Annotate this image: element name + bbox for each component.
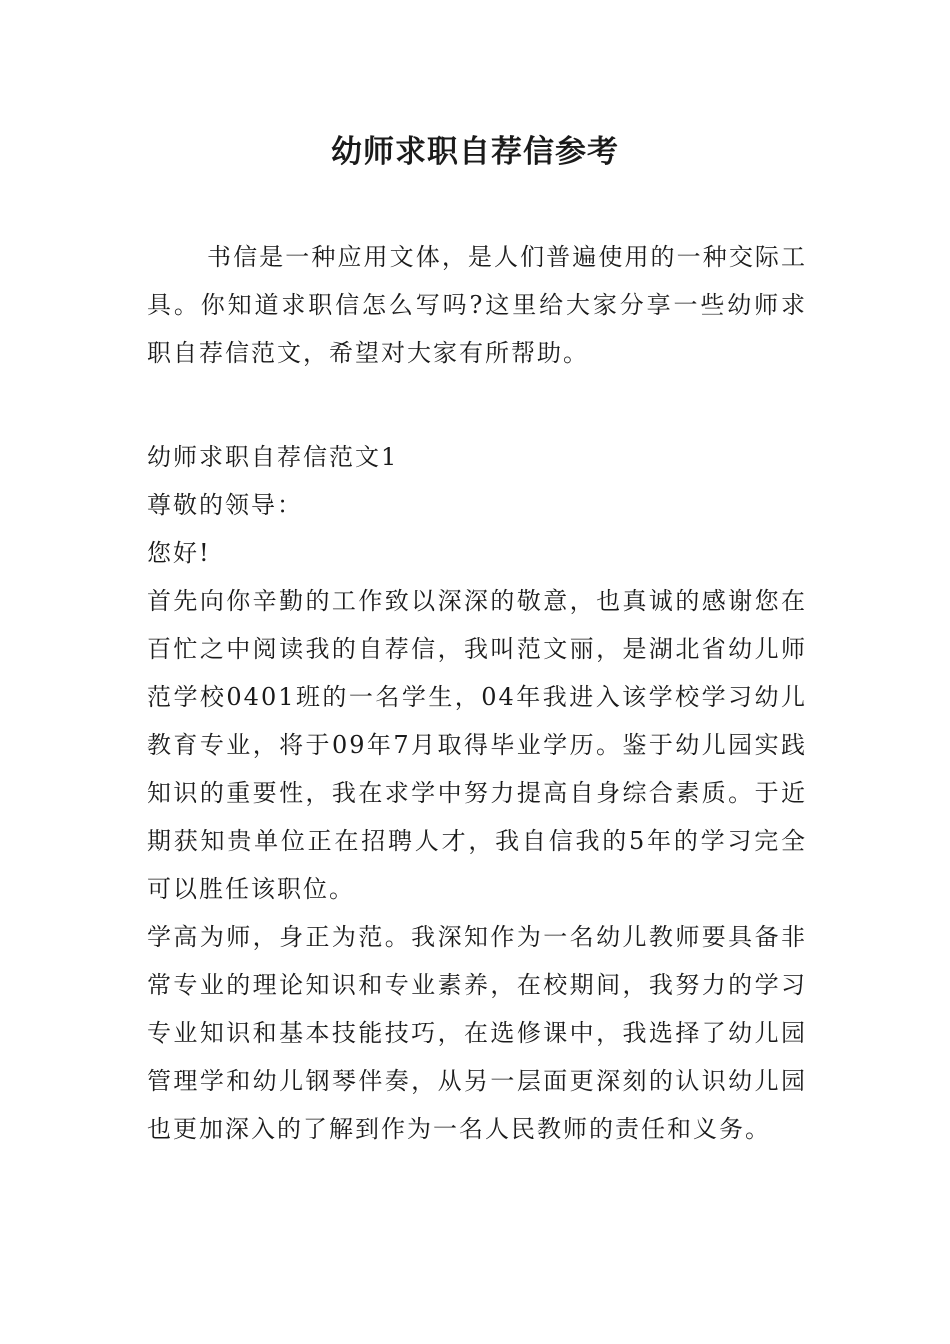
intro-paragraph: 书信是一种应用文体，是人们普遍使用的一种交际工具。你知道求职信怎么写吗?这里给大家分享一些幼师求职自荐信范文，希望对大家有所帮助。 <box>147 243 807 367</box>
greeting: 您好! <box>147 539 211 567</box>
document-title: 幼师求职自荐信参考 <box>331 134 619 170</box>
letter-body <box>147 433 807 1153</box>
body-paragraph: 首先向你辛勤的工作致以深深的敬意，也真诚的感谢您在百忙之中阅读我的自荐信，我叫范文丽，是湖北省幼儿师范学校0401班的一名学生，04年我进入该学校学习幼儿教育专业，将于09年7月取得毕业学历。鉴于幼儿园实践知识的重要性，我在求学中努力提高自身综合素质。于近期获知贵单位正在招聘人才，我自信我的5年的学习完全可以胜任该职位。 <box>147 587 807 903</box>
section-heading: 幼师求职自荐信范文1 <box>147 443 399 471</box>
body-paragraph: 学高为师，身正为范。我深知作为一名幼儿教师要具备非常专业的理论知识和专业素养，在校期间，我努力的学习专业知识和基本技能技巧，在选修课中，我选择了幼儿园管理学和幼儿钢琴伴奏，从另一层面更深刻的认识幼儿园也更加深入的了解到作为一名人民教师的责任和义务。 <box>147 923 807 1143</box>
salutation: 尊敬的领导： <box>147 491 303 519</box>
